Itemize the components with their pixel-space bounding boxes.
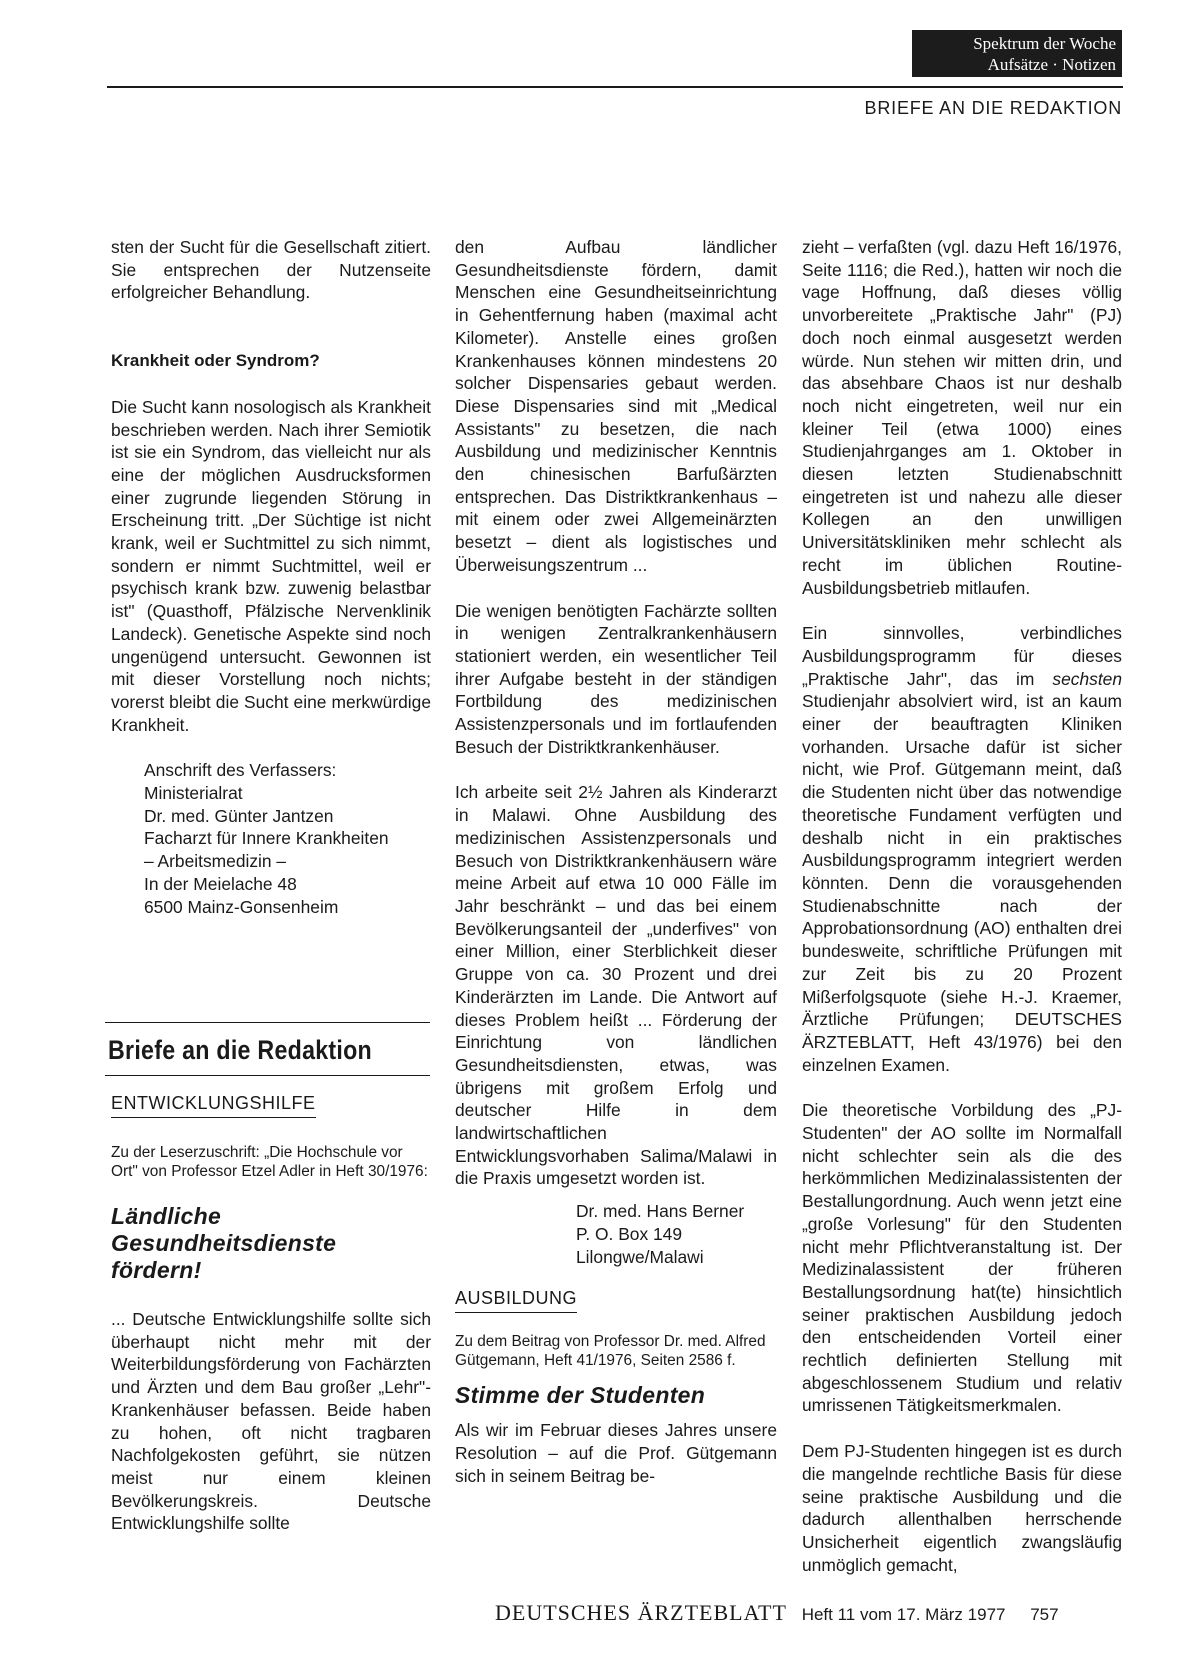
address-line: Dr. med. Günter Jantzen (144, 805, 334, 826)
badge-line-2: Aufsätze · Notizen (987, 55, 1116, 74)
title-rule-bottom (105, 1075, 430, 1076)
address-line: Anschrift des Verfassers: (144, 760, 337, 781)
rubric-title: Briefe an die Redaktion (108, 1035, 373, 1065)
paragraph: ... Deutsche Entwicklungshilfe sollte sich überhaupt nicht mehr mit der Weiterbildungsförderung von Fachärzten und Ärzten und dem Bau großer „Lehr"-Krankenhäuser befassen. Beide haben zu hohen, oft nicht tragbaren Nachfolgekosten geführt, sie nützen meist nur einem kleinen Bevölkerungskreis. Deutsche Entwicklungshilfe sollte (111, 1309, 431, 1534)
paragraph: Ein sinnvolles, verbindliches Ausbildungsprogramm für dieses „Praktische Jahr", das im sechsten Studienjahr absolviert wird, ist an kaum einer der beauftragten Kliniken vorhanden. Ursache dafür ist sicher nicht, wie Prof. Gütgemann meint, daß die Studenten nicht über das notwendige theoretische Fundament verfügten und deshalb nicht in ein praktisches Ausbildungsprogramm integriert werden könnten. Denn die vorausgehenden Studienabschnitte nach der Approbationsordnung (AO) enthalten drei bundesweite, schriftliche Prüfungen mit zur Zeit bis zu 20 Prozent Mißerfolgsquote (siehe H.-J. Kraemer, Ärztliche Prüfungen; DEUTSCHES ÄRZTEBLATT, Heft 43/1976) bei den einzelnen Examen. (802, 623, 1122, 1075)
magazine-name: DEUTSCHES ÄRZTEBLATT (495, 1600, 787, 1625)
page-footer (495, 1600, 1059, 1626)
paragraph: Die theoretische Vorbildung des „PJ-Studenten" der AO sollte im Normalfall nicht schlechter sein als die des herkömmlichen Medizinalassistenten der Bestallungordnung. Auch wenn jetzt eine „große Vorlesung" für den Studenten nicht mehr Pflichtveranstaltung ist. Der Medizinalassistent der früheren Bestallungsordnung hat(te) hinsichtlich seiner praktischen Ausbildung jedoch den entscheidenden Vorteil einer rechtlich definierten Stellung mit abgeschlossenem Studium und relativ umrissenen Tätigkeitsmerkmalen. (802, 1100, 1122, 1416)
signature-line: P. O. Box 149 (576, 1223, 683, 1244)
letter-section-label: AUSBILDUNG (455, 1288, 577, 1313)
signature-line: Lilongwe/Malawi (576, 1246, 704, 1267)
section-badge (912, 30, 1122, 77)
column-left (111, 236, 431, 918)
header-rule (107, 86, 1123, 88)
letter-signature (455, 1200, 777, 1268)
badge-line-1: Spektrum der Woche (973, 34, 1116, 53)
page-number: 757 (1030, 1605, 1059, 1624)
address-line: Facharzt für Innere Krankheiten (144, 828, 389, 849)
author-address (111, 759, 431, 918)
letter-title: Stimme der Studenten (455, 1382, 706, 1409)
paragraph: Als wir im Februar dieses Jahres unsere Resolution – auf die Prof. Gütgemann sich in seinem Beitrag be- (455, 1420, 777, 1486)
letter-title: Ländliche Gesundheitsdienste fördern! (111, 1203, 337, 1283)
section-heading: BRIEFE AN DIE REDAKTION (864, 98, 1122, 118)
address-line: Ministerialrat (144, 783, 243, 804)
column-middle (455, 236, 777, 1487)
paragraph: Die wenigen benötigten Fachärzte sollten in wenigen Zentralkrankenhäusern stationiert werden, ein wesentlicher Teil ihrer Aufgabe besteht in der ständigen Fortbildung des medizinischen Assistenzpersonals und im fortlaufenden Besuch der Distriktkrankenhäuser. (455, 600, 777, 757)
paragraph: Die Sucht kann nosologisch als Krankheit beschrieben werden. Nach ihrer Semiotik ist sie ein Syndrom, das vielleicht nur als eine der möglichen Ausdrucksformen einer zugrunde liegenden Störung in Erscheinung tritt. „Der Süchtige ist nicht krank, weil er Suchtmittel zu sich nimmt, sondern er nimmt Suchtmittel, weil er psychisch krank bzw. zuwenig belastbar ist" (Quasthoff, Pfälzische Nervenklinik Landeck). Genetische Aspekte sind noch ungenügend untersucht. Gewonnen ist mit dieser Vorstellung noch nichts; vorerst bleibt die Sucht eine merkwürdige Krankheit. (111, 396, 431, 735)
paragraph: Ich arbeite seit 2½ Jahren als Kinderarzt in Malawi. Ohne Ausbildung des medizinischen Assistenzpersonals und Besuch von Distriktkrankenhäusern wäre meine Arbeit auf etwa 10 000 Fälle im Jahr beschränkt – und das bei einem Bevölkerungsanteil der „underfives" von einer Million, einer Sterblichkeit dieser Gruppe von ca. 30 Prozent und drei Kinderärzten im Lande. Die Antwort auf dieses Problem heißt ... Förderung der Einrichtung von ländlichen Gesundheitsdiensten, etwas, was übrigens mit großem Erfolg und deutscher Hilfe in dem landwirtschaftlichen Entwicklungsvorhaben Salima/Malawi in die Praxis umgesetzt worden ist. (455, 782, 777, 1189)
address-line: – Arbeitsmedizin – (144, 851, 287, 872)
letter-lead: Zu der Leserzuschrift: „Die Hochschule vor Ort" von Professor Etzel Adler in Heft 30/1976: (111, 1144, 428, 1180)
title-rule-top (105, 1022, 430, 1023)
emphasis: sechsten (1052, 668, 1122, 689)
letter-section-label: ENTWICKLUNGSHILFE (111, 1093, 316, 1118)
paragraph: sten der Sucht für die Gesellschaft zitiert. Sie entsprechen der Nutzenseite erfolgreicher Behandlung. (111, 237, 431, 303)
column-left-letter (111, 1093, 431, 1535)
address-line: 6500 Mainz-Gonsenheim (144, 896, 339, 917)
letter-lead: Zu dem Beitrag von Professor Dr. med. Alfred Gütgemann, Heft 41/1976, Seiten 2586 f. (455, 1333, 766, 1369)
address-line: In der Meielache 48 (144, 873, 297, 894)
column-right (802, 236, 1122, 1576)
paragraph: zieht – verfaßten (vgl. dazu Heft 16/1976, Seite 1116; die Red.), hatten wir noch die vage Hoffnung, daß dieses völlig unvorbereitete „Praktische Jahr" (PJ) doch noch einmal ausgesetzt werden würde. Nun stehen wir mitten drin, und das absehbare Chaos ist nur deshalb noch nicht eingetreten, weil nur ein kleiner Teil (etwa 1000) eines Studienjahrganges am 1. Oktober in diesen letzten Studienabschnitt eingetreten ist und nahezu alle dieser Kollegen an den unwilligen Universitätskliniken mehr schlecht als recht im üblichen Routine-Ausbildungsbetrieb mitlaufen. (802, 237, 1122, 598)
paragraph: Dem PJ-Studenten hingegen ist es durch die mangelnde rechtliche Basis für diese seine praktische Ausbildung und die dadurch allenthalben herrschende Unsicherheit eigentlich zwangsläufig unmöglich gemacht, (802, 1441, 1122, 1575)
signature-line: Dr. med. Hans Berner (576, 1201, 745, 1222)
issue-info: Heft 11 vom 17. März 1977 (801, 1605, 1006, 1624)
subheading: Krankheit oder Syndrom? (111, 351, 320, 371)
paragraph: den Aufbau ländlicher Gesundheitsdienste fördern, damit Menschen eine Gesundheitseinrichtung in Gehentfernung haben (maximal acht Kilometer). Anstelle eines großen Krankenhauses können mindestens 20 solcher Dispensaries gebaut werden. Diese Dispensaries sind mit „Medical Assistants" zu besetzen, die nach Ausbildung und medizinischer Kenntnis den chinesischen Barfußärzten entsprechen. Das Distriktkrankenhaus – mit einem oder zwei Allgemeinärzten besetzt – dient als logistisches und Überweisungszentrum ... (455, 237, 777, 575)
